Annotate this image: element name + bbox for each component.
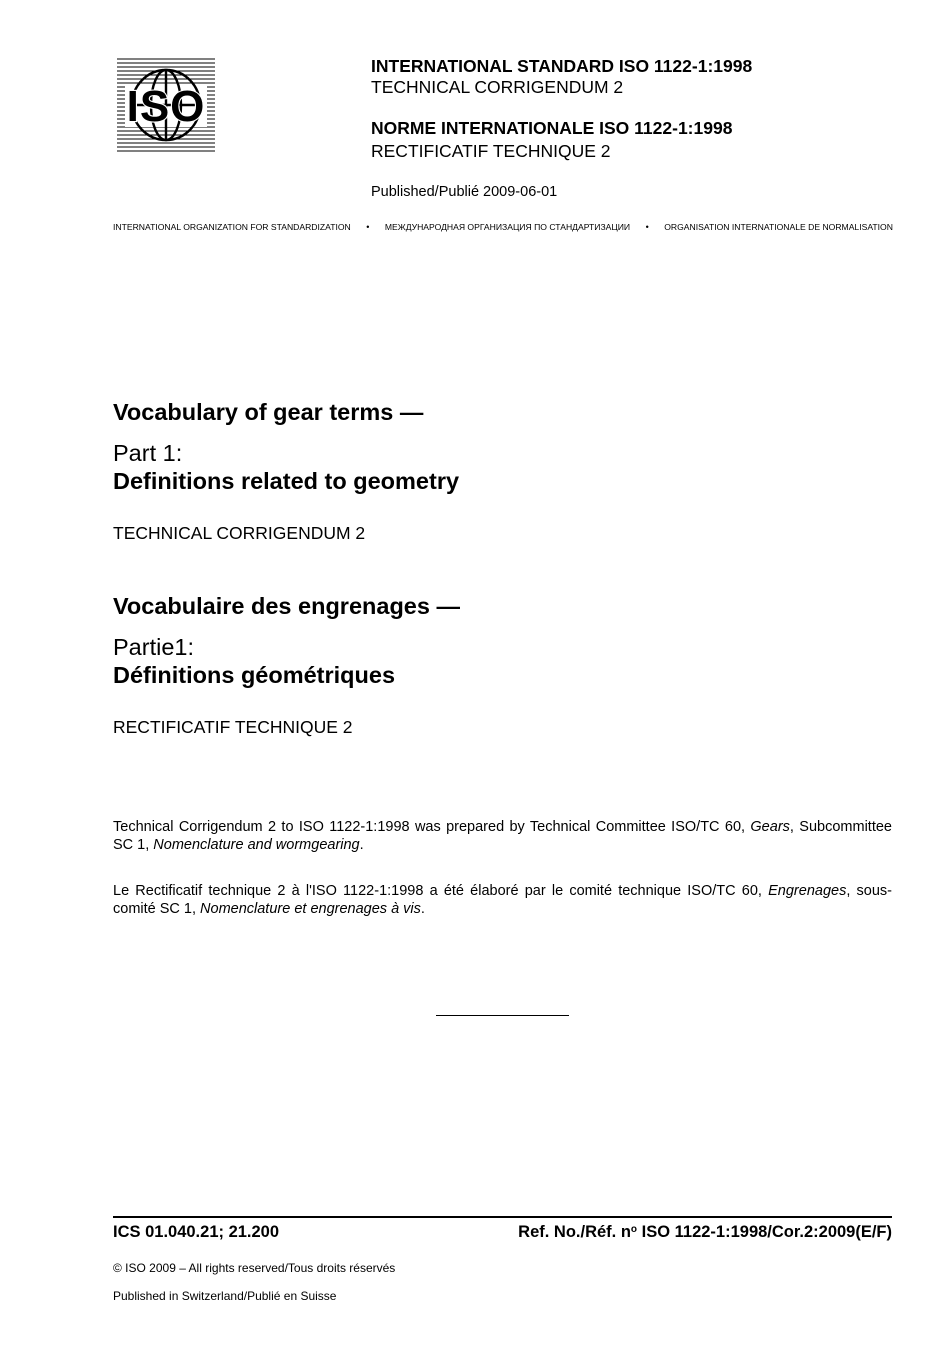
para-fr-text: Le Rectificatif technique 2 à l'ISO 1122-1:1998 a été élaboré par le comité technique ISO/TC 60, — [113, 883, 769, 899]
paragraph-fr — [113, 882, 892, 918]
org-separator: • — [645, 222, 649, 232]
published-date: Published/Publié 2009-06-01 — [371, 184, 558, 200]
para-fr-text: . — [420, 901, 425, 917]
published-in: Published in Switzerland/Publié en Suisse — [113, 1289, 337, 1303]
para-en-committee-title: Gears — [750, 819, 790, 835]
org-name-en: INTERNATIONAL ORGANIZATION FOR STANDARDIZATION — [113, 222, 351, 232]
organization-line — [113, 221, 893, 233]
para-fr-committee-title: Engrenages — [768, 883, 847, 899]
reference-code: ISO 1122-1:1998/Cor.2:2009(E/F) — [637, 1223, 892, 1241]
title-en-subject: Definitions related to geometry — [113, 468, 460, 494]
title-fr-part: Partie1: — [113, 634, 194, 660]
org-name-ru: МЕЖДУНАРОДНАЯ ОРГАНИЗАЦИЯ ПО СТАНДАРТИЗАЦИИ — [384, 222, 631, 232]
section-divider — [436, 1015, 569, 1016]
title-en-corrigendum: TECHNICAL CORRIGENDUM 2 — [113, 523, 366, 543]
footer-rule — [113, 1216, 892, 1218]
paragraph-en — [113, 818, 892, 854]
ics-codes: ICS 01.040.21; 21.200 — [113, 1223, 280, 1241]
header-corrigendum-en: TECHNICAL CORRIGENDUM 2 — [371, 77, 624, 97]
title-fr-corrigendum: RECTIFICATIF TECHNIQUE 2 — [113, 717, 353, 737]
header-standard-en: INTERNATIONAL STANDARD ISO 1122-1:1998 — [371, 56, 753, 76]
title-fr-subject: Définitions géométriques — [113, 662, 396, 688]
org-name-fr: ORGANISATION INTERNATIONALE DE NORMALISATION — [664, 222, 893, 232]
para-en-subcommittee-title: Nomenclature and wormgearing — [153, 837, 360, 853]
header-standard-fr: NORME INTERNATIONALE ISO 1122-1:1998 — [371, 118, 733, 138]
title-fr-main: Vocabulaire des engrenages — — [113, 593, 460, 619]
title-en-part: Part 1: — [113, 440, 183, 466]
header-corrigendum-fr: RECTIFICATIF TECHNIQUE 2 — [371, 141, 611, 161]
reference-ordinal: o — [630, 1224, 638, 1235]
copyright-notice: © ISO 2009 – All rights reserved/Tous droits réservés — [113, 1261, 396, 1275]
reference-prefix: Ref. No./Réf. n — [518, 1223, 631, 1241]
para-fr-subcommittee-title: Nomenclature et engrenages à vis — [200, 901, 421, 917]
title-en-main: Vocabulary of gear terms — — [113, 399, 424, 425]
para-en-text: , Subcommittee SC 1, — [113, 819, 892, 853]
para-en-text: . — [359, 837, 364, 853]
org-separator: • — [366, 222, 370, 232]
iso-logo — [117, 57, 215, 153]
para-en-text: Technical Corrigendum 2 to ISO 1122-1:1998 was prepared by Technical Committee ISO/TC 60, — [113, 819, 751, 835]
svg-text:ISO: ISO — [126, 82, 206, 131]
reference-number — [518, 1222, 892, 1242]
para-fr-text: , sous-comité SC 1, — [113, 883, 892, 917]
